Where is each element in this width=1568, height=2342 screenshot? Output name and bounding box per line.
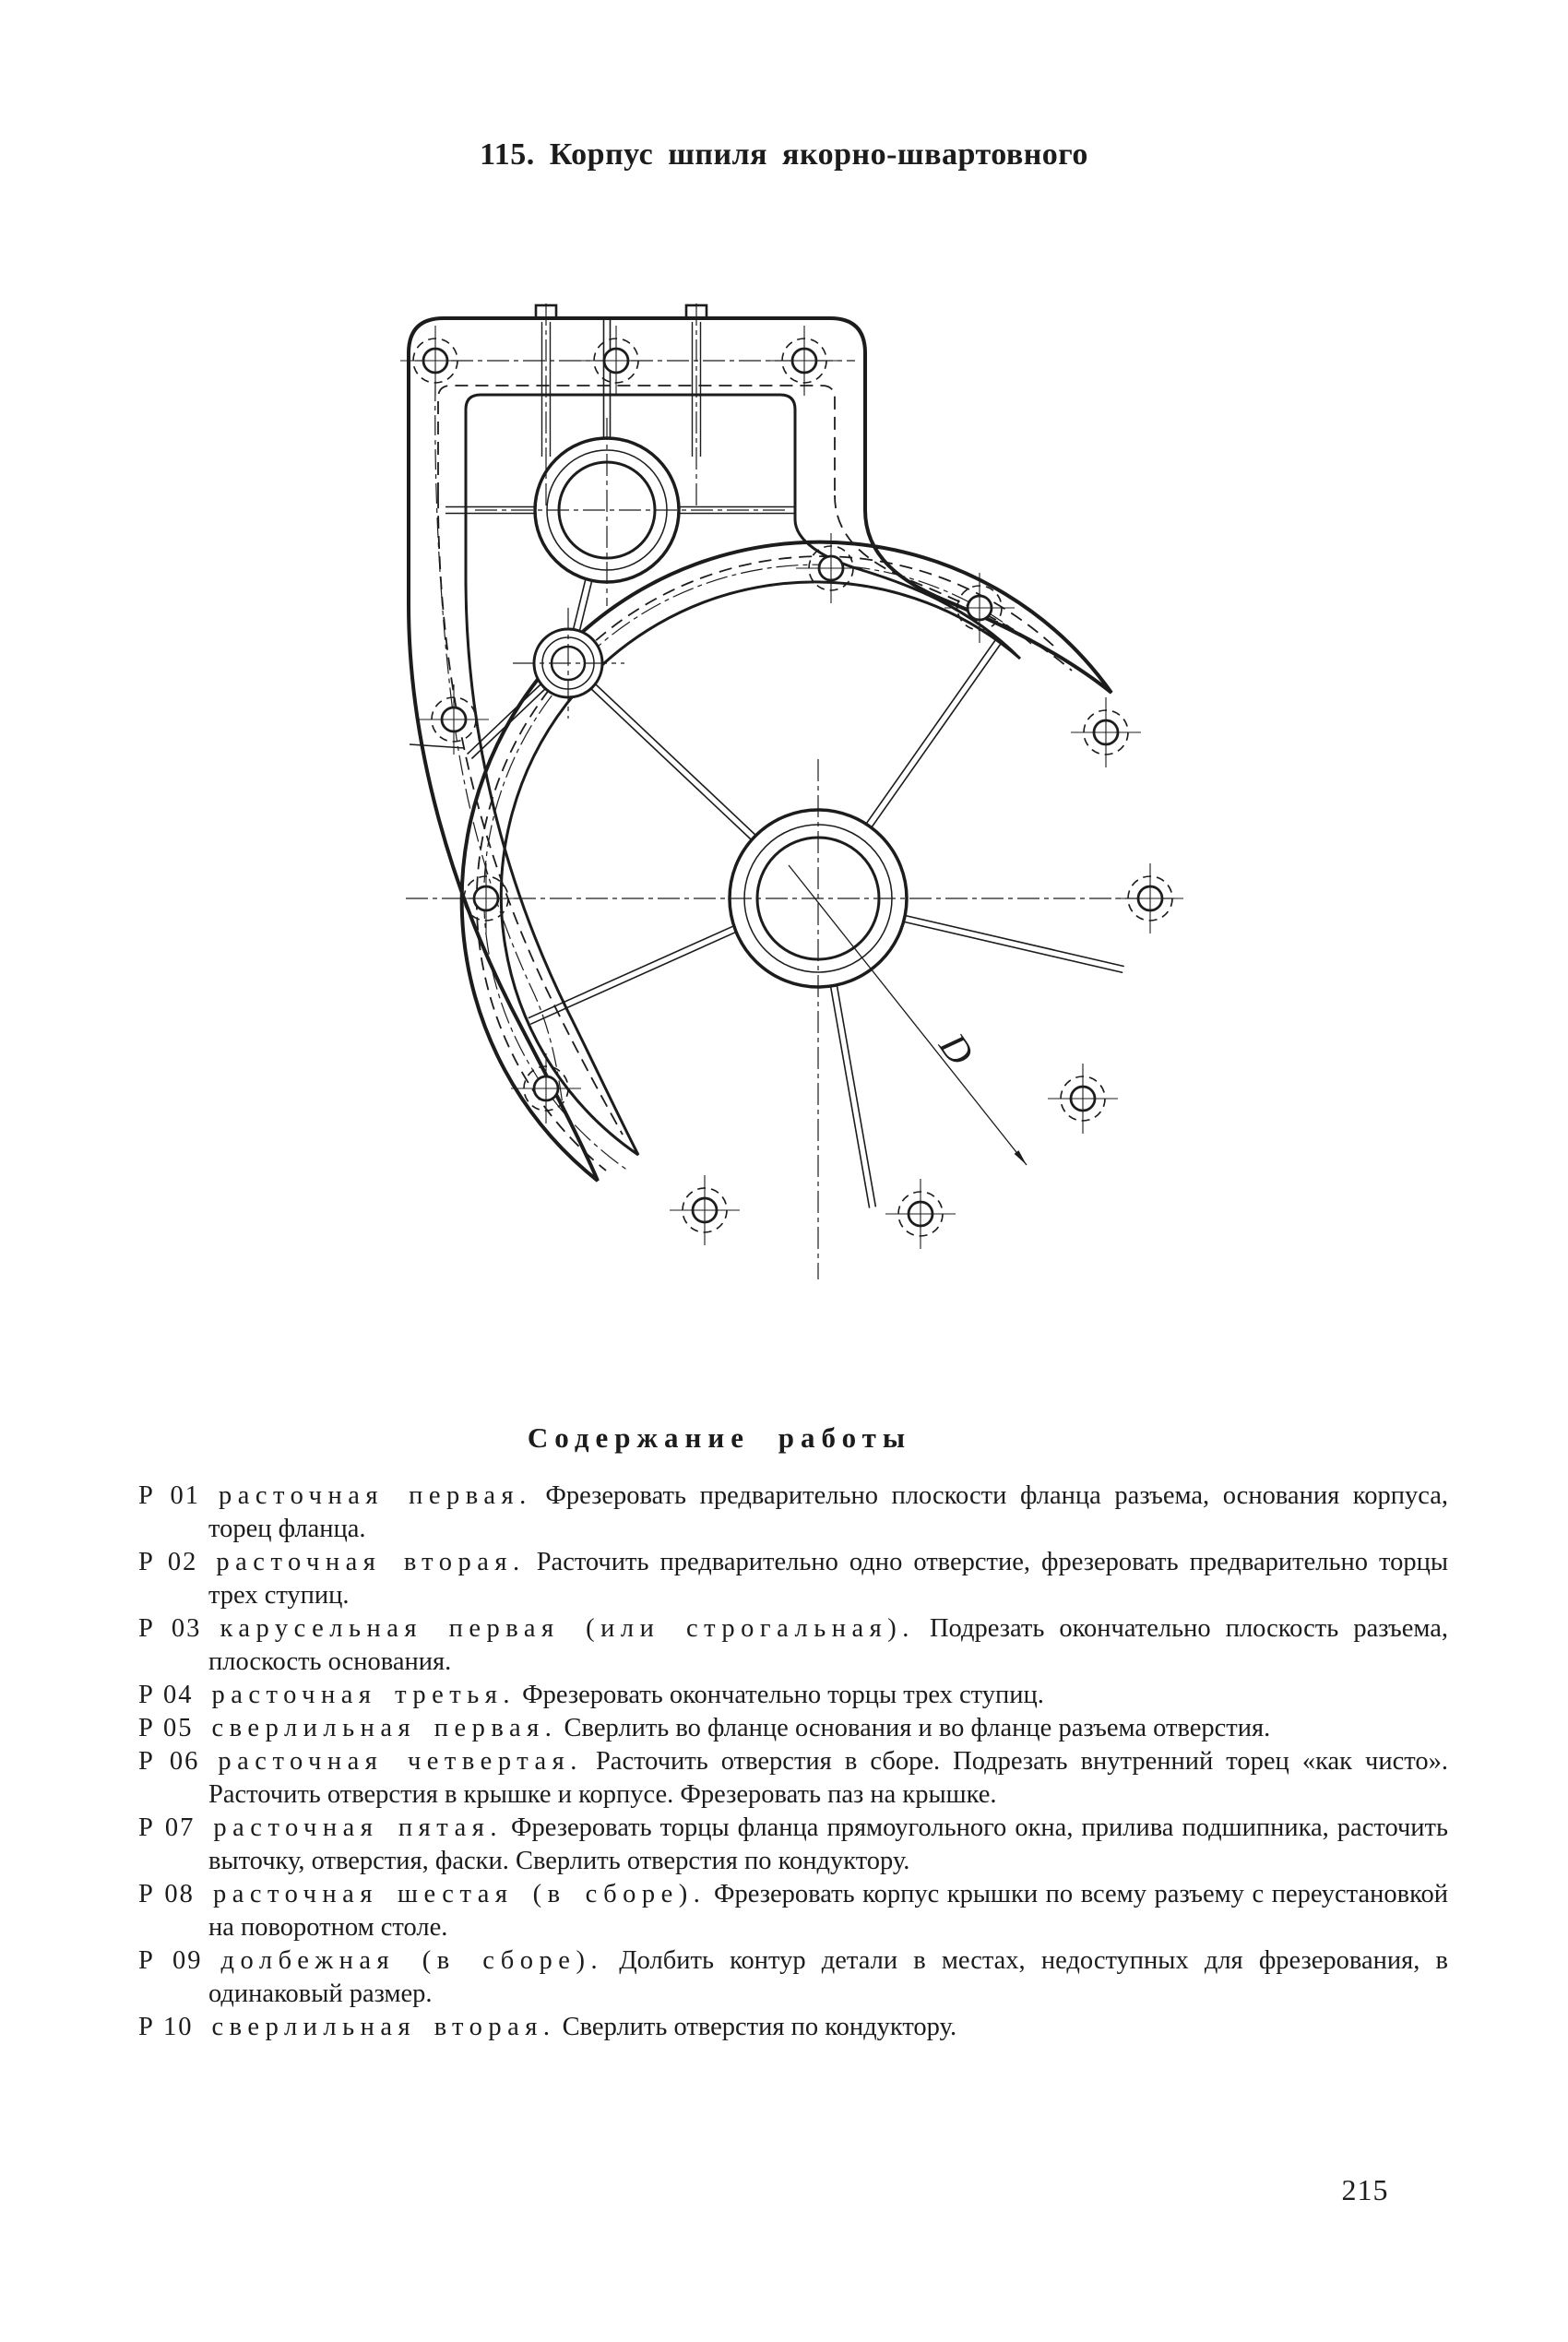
operation-text: Фрезеровать торцы фланца прямоугольного окна, прилива подшипника, расточить выточку, отверстия, фаски. Сверлить отверстия по кондуктору. xyxy=(208,1813,1448,1875)
operation-item xyxy=(138,1812,1448,1878)
operation-item xyxy=(138,1612,1448,1679)
section-heading: Содержание работы xyxy=(527,1421,912,1454)
operation-item xyxy=(138,1546,1448,1612)
operation-item xyxy=(138,1745,1448,1812)
operation-text: Долбить контур детали в местах, недоступных для фрезерования, в одинаковый размер. xyxy=(208,1946,1449,2008)
operation-name: сверлильная вторая. xyxy=(211,2013,556,2041)
operation-text: Фрезеровать окончательно торцы трех ступиц. xyxy=(522,1681,1044,1709)
operation-text: Сверлить во фланце основания и во фланце разъема отверстия. xyxy=(564,1714,1271,1742)
operation-name: расточная шестая (в сборе). xyxy=(212,1880,707,1908)
operation-item xyxy=(138,1944,1448,2011)
operation-text: Расточить предварительно одно отверстие, фрезеровать предварительно торцы трех ступиц. xyxy=(208,1548,1449,1610)
operation-number: Р 09 xyxy=(138,1946,203,1975)
operation-number: Р 06 xyxy=(138,1747,200,1776)
operation-number: Р 01 xyxy=(138,1481,200,1510)
operation-text: Фрезеровать предварительно плоскости фланца разъема, основания корпуса, торец фланца. xyxy=(208,1481,1448,1543)
dimension-d xyxy=(789,865,1027,1165)
operation-item xyxy=(138,1712,1448,1745)
page-number: 215 xyxy=(1341,2173,1389,2206)
dimension-d-arrow xyxy=(1015,1150,1027,1165)
operation-name: долбежная (в сборе). xyxy=(220,1946,604,1975)
operation-item xyxy=(138,1878,1448,1944)
operation-name: расточная вторая. xyxy=(216,1548,526,1576)
page-title: 115. Корпус шпиля якорно-швартовного xyxy=(480,137,1088,172)
operation-number: Р 08 xyxy=(138,1880,195,1908)
operation-number: Р 04 xyxy=(138,1681,194,1709)
operation-name: расточная третья. xyxy=(211,1681,516,1709)
operation-name: сверлильная первая. xyxy=(211,1714,558,1742)
operation-number: Р 05 xyxy=(138,1714,194,1742)
outer-contour xyxy=(409,318,1111,1181)
dimension-d-label: D xyxy=(930,1026,981,1074)
operation-text: Фрезеровать корпус крышки по всему разъему с переустановкой на поворотном столе. xyxy=(208,1880,1448,1942)
capstan-housing-drawing xyxy=(392,300,1185,1287)
bolt-hole xyxy=(885,1179,956,1249)
bolt-hole xyxy=(1071,697,1141,767)
operations-list xyxy=(138,1480,1448,2044)
operation-number: Р 07 xyxy=(138,1813,196,1842)
operation-text: Расточить отверстия в сборе. Подрезать внутренний торец «как чисто». Расточить отверстия в крышке и корпусе. Фрезеровать паз на крышке. xyxy=(208,1747,1448,1809)
bolt-hole xyxy=(1048,1064,1118,1134)
technical-drawing xyxy=(392,300,1185,1287)
operation-text: Подрезать окончательно плоскость разъема, плоскость основания. xyxy=(208,1614,1448,1676)
operation-text: Сверлить отверстия по кондуктору. xyxy=(562,2013,957,2041)
operation-item xyxy=(138,1480,1448,1546)
operation-number: Р 02 xyxy=(138,1548,198,1576)
operation-name: карусельная первая (или строгальная). xyxy=(220,1614,915,1643)
operation-name: расточная пятая. xyxy=(213,1813,503,1842)
operation-number: Р 03 xyxy=(138,1614,202,1643)
operation-number: Р 10 xyxy=(138,2013,194,2041)
operation-item xyxy=(138,2011,1448,2044)
dimension-d-line xyxy=(789,865,1027,1165)
operation-name: расточная первая. xyxy=(218,1481,532,1510)
bolt-hole xyxy=(1115,863,1183,933)
bolt-hole xyxy=(670,1175,740,1245)
operation-item xyxy=(138,1679,1448,1712)
operation-name: расточная четвертая. xyxy=(218,1747,583,1776)
